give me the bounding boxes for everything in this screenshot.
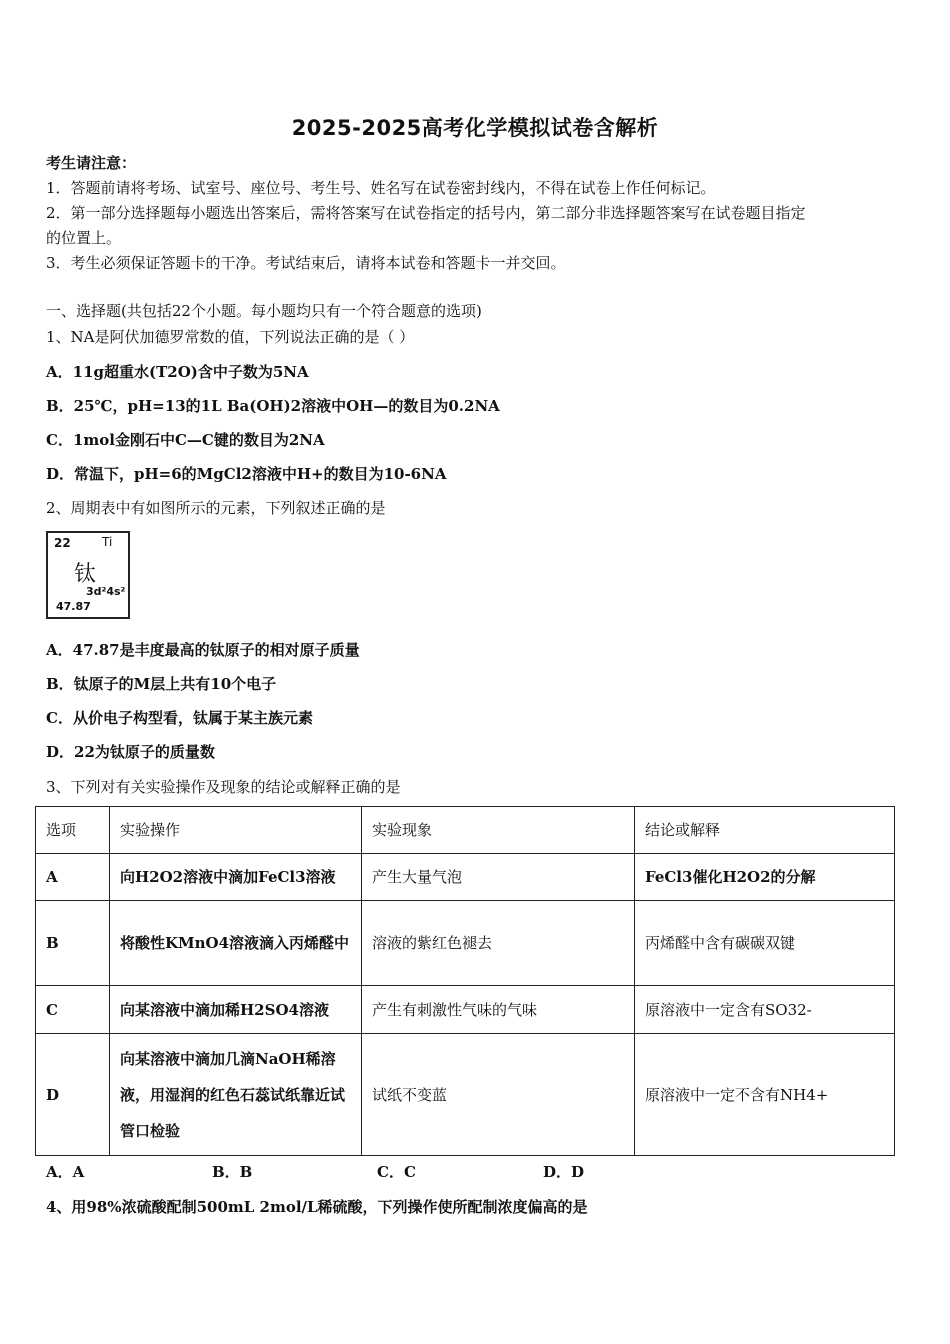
notice-item-2-cont: 的位置上。 <box>46 229 122 247</box>
q3-choice-a: A．A <box>46 1163 85 1181</box>
q3-stem: 3、下列对有关实验操作及现象的结论或解释正确的是 <box>46 778 401 796</box>
q1-option-a: A．11g超重水(T2O)含中子数为5NA <box>46 363 309 381</box>
table-header-cell: 结论或解释 <box>635 807 895 854</box>
q1-option-c: C．1mol金刚石中C—C键的数目为2NA <box>46 431 325 449</box>
table-header-cell: 实验现象 <box>362 807 635 854</box>
notice-item-2: 2．第一部分选择题每小题选出答案后，需将答案写在试卷指定的括号内，第二部分非选择题答案写在试卷题目指定 <box>46 204 806 222</box>
notice-item-1: 1．答题前请将考场、试室号、座位号、考生号、姓名写在试卷密封线内，不得在试卷上作任何标记。 <box>46 179 716 197</box>
q3-choice-c: C．C <box>377 1163 416 1181</box>
table-cell: 产生有刺激性气味的气味 <box>362 986 635 1034</box>
q1-stem: 1、NA是阿伏加德罗常数的值，下列说法正确的是（ ） <box>46 328 415 346</box>
element-config: 3d²4s² <box>86 585 126 598</box>
table-header-row <box>36 807 895 854</box>
table-row <box>36 901 895 986</box>
table-cell: 丙烯醛中含有碳碳双键 <box>635 901 895 986</box>
table-cell: A <box>36 854 110 901</box>
table-cell: 向H2O2溶液中滴加FeCl3溶液 <box>110 854 362 901</box>
table-cell: 将酸性KMnO4溶液滴入丙烯醛中 <box>110 901 362 986</box>
q1-option-d: D．常温下，pH=6的MgCl2溶液中H+的数目为10-6NA <box>46 465 447 483</box>
table-cell: 原溶液中一定不含有NH4+ <box>635 1034 895 1156</box>
q2-option-d: D．22为钛原子的质量数 <box>46 743 215 761</box>
q2-stem: 2、周期表中有如图所示的元素，下列叙述正确的是 <box>46 499 386 517</box>
section-heading: 一、选择题(共包括22个小题。每小题均只有一个符合题意的选项) <box>46 302 482 320</box>
q4-stem: 4、用98%浓硫酸配制500mL 2mol/L稀硫酸，下列操作使所配制浓度偏高的是 <box>46 1198 588 1216</box>
table-cell: 溶液的紫红色褪去 <box>362 901 635 986</box>
q2-option-c: C．从价电子构型看，钛属于某主族元素 <box>46 709 313 727</box>
q3-choice-b: B．B <box>212 1163 253 1181</box>
q1-option-b: B．25℃，pH=13的1L Ba(OH)2溶液中OH—的数目为0.2NA <box>46 397 500 415</box>
q3-choice-d: D．D <box>543 1163 585 1181</box>
table-cell: 试纸不变蓝 <box>362 1034 635 1156</box>
table-row <box>36 1034 895 1156</box>
table-cell: D <box>36 1034 110 1156</box>
table-cell: 向某溶液中滴加几滴NaOH稀溶液，用湿润的红色石蕊试纸靠近试管口检验 <box>110 1034 362 1156</box>
notice-heading: 考生请注意： <box>46 154 137 172</box>
element-number: 22 <box>54 536 71 550</box>
table-row <box>36 986 895 1034</box>
table-cell: 向某溶液中滴加稀H2SO4溶液 <box>110 986 362 1034</box>
table-header-cell: 选项 <box>36 807 110 854</box>
q3-table <box>35 806 895 1156</box>
table-cell: 原溶液中一定含有SO32- <box>635 986 895 1034</box>
table-row <box>36 854 895 901</box>
element-name: 钛 <box>74 562 97 587</box>
element-tile-titanium <box>46 531 130 619</box>
table-header-cell: 实验操作 <box>110 807 362 854</box>
element-symbol: Ti <box>102 535 113 549</box>
table-cell: C <box>36 986 110 1034</box>
element-mass: 47.87 <box>56 600 91 613</box>
table-cell: B <box>36 901 110 986</box>
page-title: 2025-2025高考化学模拟试卷含解析 <box>291 116 659 140</box>
notice-item-3: 3．考生必须保证答题卡的干净。考试结束后，请将本试卷和答题卡一并交回。 <box>46 254 566 272</box>
table-cell: FeCl3催化H2O2的分解 <box>635 854 895 901</box>
q2-option-a: A．47.87是丰度最高的钛原子的相对原子质量 <box>46 641 360 659</box>
q2-option-b: B．钛原子的M层上共有10个电子 <box>46 675 277 693</box>
table-cell: 产生大量气泡 <box>362 854 635 901</box>
